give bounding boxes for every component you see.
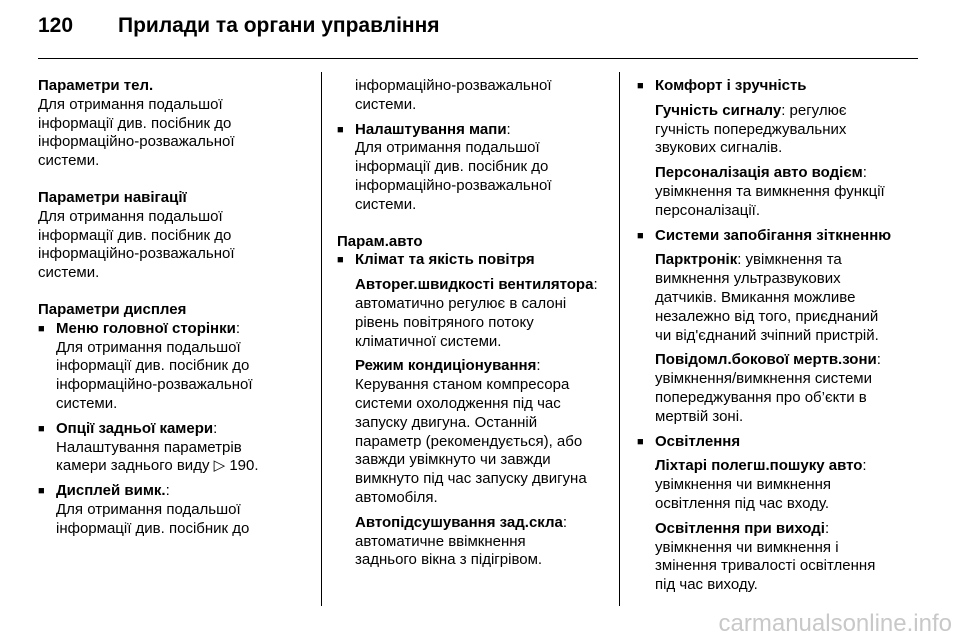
column-2 — [337, 77, 612, 576]
bullet-item: ■ Клімат та якість повітря Авторег.швидкості вентилятора: автоматично регулює в салоні рівень повітряного потоку кліматичної системи. Режим кондиціонування: Керування станом компресора системи охолодження під час запуску двигуна. Останній параметр (рекомендується), або завжди увімкнуто чи завжди вимкнуто під час запуску двигуна автомобіля. Автопідсушування зад.скла: автоматичне ввімкнення заднього вікна з підігрівом. — [337, 251, 612, 570]
text-line: освітлення під час входу. — [655, 494, 830, 512]
text-line: датчиків. Вмикання можливе — [655, 288, 856, 306]
bullet-title: Клімат та якість повітря — [355, 251, 535, 269]
text-line: Налаштування параметрів — [56, 438, 242, 456]
column-divider-2 — [619, 72, 620, 606]
text-line: автоматично регулює в салоні — [355, 294, 567, 312]
text-line: інформаційно-розважальної — [38, 133, 235, 151]
bullet-square-icon: ■ — [637, 435, 644, 448]
text-line: персоналізації. — [655, 201, 761, 219]
text-line: запуску двигуна. Останній — [355, 413, 538, 431]
text-line: інформаційно-розважальної — [38, 245, 235, 263]
text-line: автоматичне ввімкнення — [355, 532, 526, 550]
bullet-item: ■ Налаштування мапи: Для отримання подальшої інформації див. посібник до інформаційно-розважальної системи. — [337, 121, 612, 215]
bullet-square-icon: ■ — [337, 254, 344, 267]
bullet-square-icon: ■ — [637, 229, 644, 242]
text-line: : увімкнення та — [737, 251, 842, 269]
option-title: Повідомл.бокової мертв.зони — [655, 351, 877, 369]
bullet-item: ■ Системи запобігання зіткненню Парктронік: увімкнення та вимкнення ультразвукових датчиків. Вмикання можливе незалежно від того, приєднаний чи від'єднаний зчіпний пристрій. Повідомл.бокової мертв.зони: увімкнення/вимкнення системи попереджування про об’єкти в мертвій зоні. — [637, 227, 922, 427]
page-title: Прилади та органи управління — [118, 14, 440, 37]
text-line: системи. — [56, 394, 118, 412]
option-title: Ліхтарі полегш.пошуку авто — [655, 457, 863, 475]
bullet-square-icon: ■ — [38, 485, 45, 498]
bullet-title: Налаштування мапи — [355, 120, 507, 138]
text-line: системи. — [38, 152, 100, 170]
text-line: мертвій зоні. — [655, 407, 744, 425]
section-heading: Параметри навігації — [38, 188, 187, 206]
text-line: інформації див. посібник до — [38, 114, 232, 132]
text-line: звукових сигналів. — [655, 139, 783, 157]
column-3 — [637, 77, 922, 601]
text-line: Керування станом компресора — [355, 376, 570, 394]
option-title: Автопідсушування зад.скла — [355, 513, 563, 531]
text-line: системи. — [355, 95, 417, 113]
text-line: гучність попереджувальних — [655, 120, 847, 138]
text-line: камери заднього виду — [56, 457, 210, 475]
text-line: змінення тривалості освітлення — [655, 557, 876, 575]
section-heading: Параметри дисплея — [38, 300, 187, 318]
text-line: інформаційно-розважальної — [355, 176, 552, 194]
bullet-item: ■ Дисплей вимк.: Для отримання подальшої інформації див. посібник до — [38, 482, 308, 538]
bullet-item: ■ Меню головної сторінки: Для отримання подальшої інформації див. посібник до інформаційно-розважальної системи. — [38, 320, 308, 414]
bullet-title: Опції задньої камери — [56, 419, 214, 437]
option-title: Персоналізація авто водієм — [655, 164, 863, 182]
text-line: : регулює — [781, 101, 847, 119]
section-phone-settings — [38, 77, 308, 171]
page-number: 120 — [38, 14, 74, 37]
text-line: Для отримання подальшої — [38, 95, 223, 113]
text-line: незалежно від того, приєднаний — [655, 307, 879, 325]
option-title: Режим кондиціонування — [355, 357, 537, 375]
bullet-square-icon: ■ — [337, 123, 344, 136]
text-line: під час виходу. — [655, 576, 758, 594]
text-line: кліматичної системи. — [355, 332, 502, 350]
text-line: увімкнення/вимкнення системи — [655, 370, 872, 388]
text-line: інформації див. посібник до — [56, 519, 250, 537]
bullet-title: Освітлення — [655, 432, 741, 450]
text-line: заднього вікна з підігрівом. — [355, 551, 543, 569]
text-line: попереджування про об’єкти в — [655, 388, 867, 406]
text-line: параметр (рекомендується), або — [355, 432, 583, 450]
bullet-square-icon: ■ — [637, 80, 644, 92]
text-line: інформаційно-розважальної — [355, 77, 552, 94]
bullet-title: Комфорт і зручність — [655, 77, 807, 94]
option-title: Парктронік — [655, 251, 738, 269]
section-heading: Параметри тел. — [38, 77, 154, 94]
text-line: автомобіля. — [355, 488, 438, 506]
text-line: рівень повітряного потоку — [355, 313, 534, 331]
text-line: системи охолодження під час — [355, 394, 561, 412]
column-1 — [38, 77, 308, 545]
section-navigation-settings — [38, 189, 308, 283]
text-line: інформації див. посібник до — [56, 357, 250, 375]
bullet-item: ■ Опції задньої камери: Налаштування параметрів камери заднього виду ▷ 190. — [38, 420, 308, 476]
column-divider-1 — [321, 72, 322, 606]
text-line: Для отримання подальшої — [38, 207, 223, 225]
bullet-square-icon: ■ — [38, 422, 45, 435]
text-line: чи від'єднаний зчіпний пристрій. — [655, 326, 879, 344]
text-line: Для отримання подальшої — [56, 500, 241, 518]
text-line: увімкнення чи вимкнення і — [655, 538, 839, 556]
option-title: Освітлення при виході — [655, 519, 825, 537]
text-line: вимкнуто під час запуску двигуна — [355, 470, 587, 488]
text-line: увімкнення та вимкнення функції — [655, 182, 885, 200]
page-header — [38, 14, 440, 38]
option-title: Авторег.швидкості вентилятора — [355, 276, 594, 294]
text-line: завжди увімкнуто чи завжди — [355, 451, 551, 469]
text-line: Для отримання подальшої — [355, 139, 540, 157]
text-line: інформації див. посібник до — [38, 226, 232, 244]
header-rule — [38, 58, 918, 59]
text-line: вимкнення ультразвукових — [655, 270, 841, 288]
section-heading: Парам.авто — [337, 232, 423, 250]
bullet-title: Меню головної сторінки — [56, 319, 236, 337]
section-display-settings — [38, 301, 308, 539]
bullet-title: Дисплей вимк. — [56, 482, 166, 500]
bullet-square-icon: ■ — [38, 322, 45, 335]
bullet-item: ■ Комфорт і зручність Гучність сигналу: регулює гучність попереджувальних звукових сигналів. Персоналізація авто водієм: увімкнення та вимкнення функції персоналізації. — [637, 77, 922, 221]
text-line: Для отримання подальшої — [56, 338, 241, 356]
text-line: системи. — [355, 195, 417, 213]
page-reference-icon: ▷ — [213, 457, 226, 475]
text-line: інформаційно-розважальної — [56, 376, 253, 394]
text-line: увімкнення чи вимкнення — [655, 476, 832, 494]
option-title: Гучність сигналу — [655, 101, 782, 119]
page-reference: 190. — [229, 457, 259, 475]
bullet-title: Системи запобігання зіткненню — [655, 226, 892, 244]
bullet-item: ■ Освітлення Ліхтарі полегш.пошуку авто: увімкнення чи вимкнення освітлення під час входу. Освітлення при виході: увімкнення чи вимкнення і змінення тривалості освітлення під час виходу. — [637, 433, 922, 595]
text-line: інформації див. посібник до — [355, 158, 549, 176]
watermark: carmanualsonline.info — [718, 610, 952, 637]
text-line: системи. — [38, 264, 100, 282]
